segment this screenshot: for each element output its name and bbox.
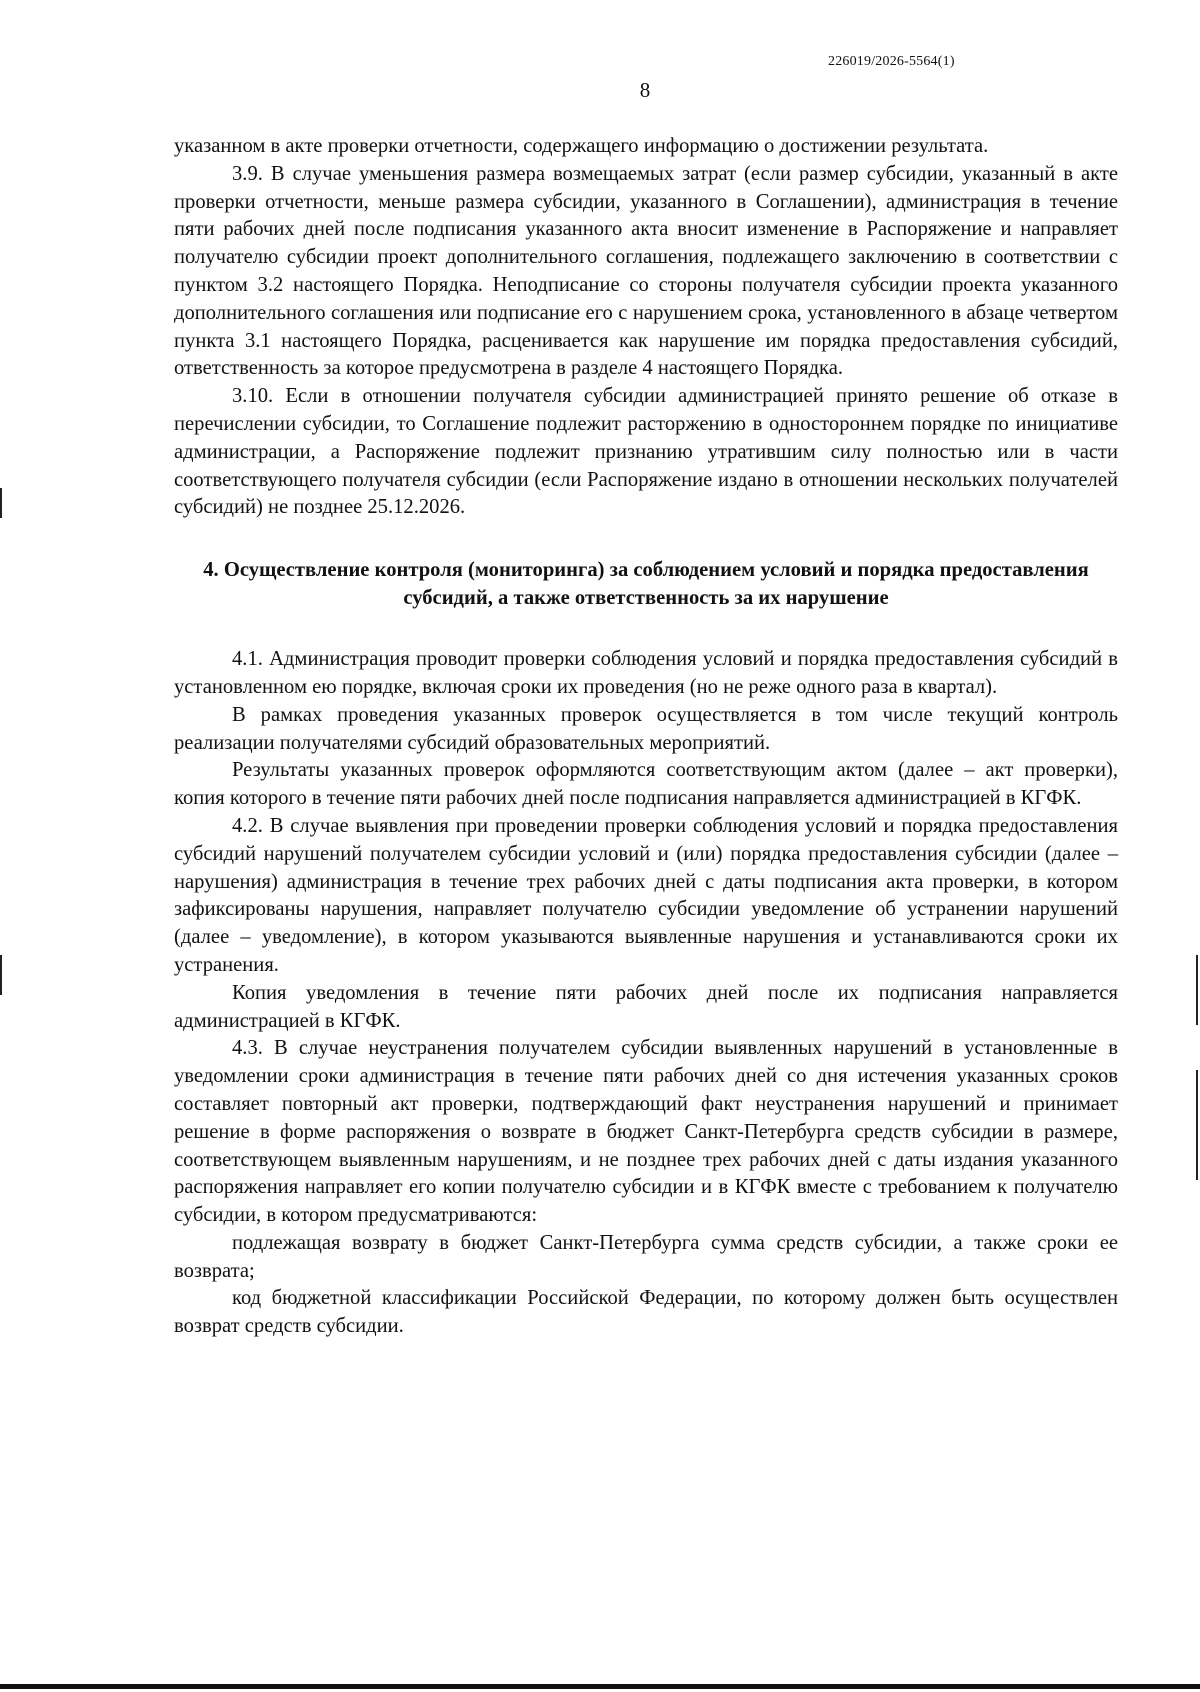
paragraph-4-3-budget-code: код бюджетной классификации Российской Федерации, по которому должен быть осуществлен возврат средств субсидии. [174,1287,1118,1338]
paragraph-continuation: указанном в акте проверки отчетности, содержащего информацию о достижении результата. [174,135,989,157]
scan-edge-mark [0,488,2,518]
paragraph-3-9: 3.9. В случае уменьшения размера возмещаемых затрат (если размер субсидии, указанный в акте проверки отчетности, меньше размера субсидии, указанного в Соглашении), администрация в течение пяти рабочих дней после подписания указанного акта вносит изменение в Распоряжение и направляет получателю субсидии проект дополнительного соглашения, подлежащего заключению в соответствии с пунктом 3.2 настоящего Порядка. Неподписание со стороны получателя субсидии проекта указанного дополнительного соглашения или подписание его с нарушением срока, установленного в абзаце четвертом пункта 3.1 настоящего Порядка, расценивается как нарушение им порядка предоставления субсидий, ответственность за которое предусмотрена в разделе 4 настоящего Порядка. [174,162,1118,380]
scan-edge-mark [0,955,2,995]
section-4-heading: 4. Осуществление контроля (мониторинга) за соблюдением условий и порядка предоставления субсидий, а также ответственность за их нарушение [203,559,1089,609]
paragraph-4-1-control: В рамках проведения указанных проверок осуществляется в том числе текущий контроль реализации получателями субсидий образовательных мероприятий. [174,703,1118,754]
paragraph-4-3-amount: подлежащая возврату в бюджет Санкт-Петербурга сумма средств субсидии, а также сроки ее возврата; [174,1231,1118,1282]
paragraph-4-1-results: Результаты указанных проверок оформляются соответствующим актом (далее – акт проверки), копия которого в течение пяти рабочих дней после подписания направляется администрацией в КГФК. [174,759,1118,810]
scan-edge-mark [1196,955,1198,1025]
paragraph-4-2: 4.2. В случае выявления при проведении проверки соблюдения условий и порядка предоставления субсидий нарушений получателем субсидии условий и (или) порядка предоставления субсидии (далее – нарушения) администрация в течение трех рабочих дней с даты подписания акта проверки, в котором зафиксированы нарушения, направляет получателю субсидии уведомление об устранении нарушений (далее – уведомление), в котором указываются выявленные нарушения и устанавливаются сроки их устранения. [174,814,1118,976]
page-number: 8 [639,78,651,102]
paragraph-4-3: 4.3. В случае неустранения получателем субсидии выявленных нарушений в установленные в уведомлении сроки администрация в течение пяти рабочих дней со дня истечения указанных сроков составляет повторный акт проверки, подтверждающий факт неустранения нарушений и принимает решение в форме распоряжения о возврате в бюджет Санкт-Петербурга средств субсидии в размере, соответствующем выявленным нарушениям, и не позднее трех рабочих дней с даты издания указанного распоряжения направляет его копии получателю субсидии и в КГФК вместе с требованием к получателю субсидии, в котором предусматриваются: [174,1037,1118,1227]
document-id: 226019/2026-5564(1) [828,54,955,69]
scan-bottom-border [0,1684,1200,1689]
paragraph-4-1: 4.1. Администрация проводит проверки соблюдения условий и порядка предоставления субсидий в установленном ею порядке, включая сроки их проведения (но не реже одного раза в квартал). [174,648,1118,698]
document-body [174,133,1118,1341]
scan-edge-mark [1196,1070,1198,1180]
paragraph-4-2-copy: Копия уведомления в течение пяти рабочих дней после их подписания направляется администрацией в КГФК. [174,981,1118,1032]
paragraph-3-10: 3.10. Если в отношении получателя субсидии администрацией принято решение об отказе в перечислении субсидии, то Соглашение подлежит расторжению в одностороннем порядке по инициативе администрации, а Распоряжение подлежит признанию утратившим силу полностью или в части соответствующего получателя субсидии (если Распоряжение издано в отношении нескольких получателей субсидий) не позднее 25.12.2026. [174,385,1118,519]
